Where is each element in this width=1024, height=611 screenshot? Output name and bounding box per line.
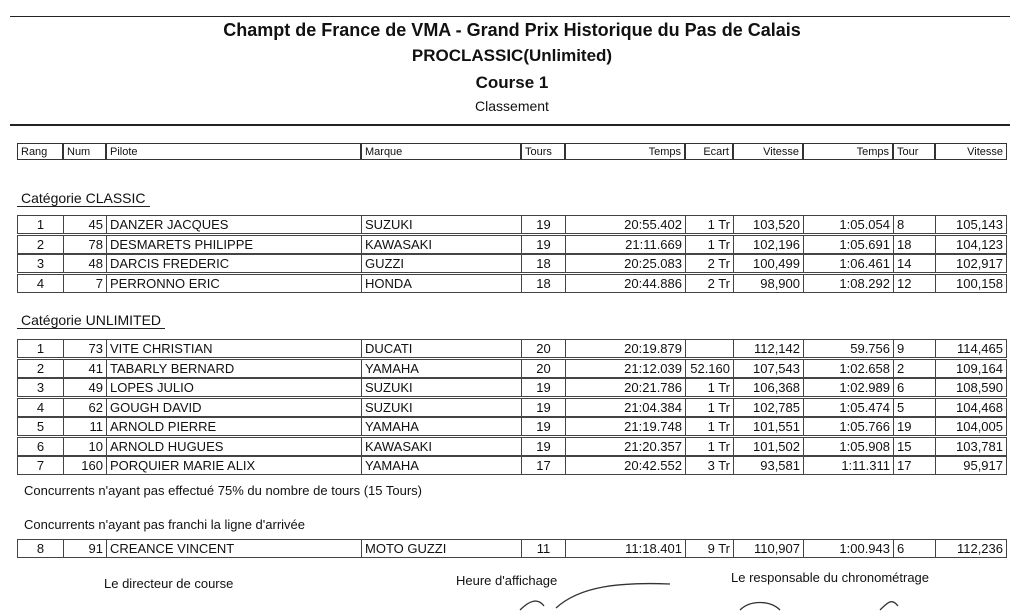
table-row	[17, 254, 1007, 273]
cell-ecart: 2 Tr	[685, 254, 733, 273]
cell-meilleur-temps: 1:11.311	[803, 456, 893, 475]
table-row	[17, 417, 1007, 436]
cell-pilote: ARNOLD HUGUES	[106, 437, 361, 456]
cell-tour: 18	[893, 235, 935, 254]
col-rang: Rang	[17, 143, 63, 160]
cell-tour: 2	[893, 359, 935, 378]
cell-meilleur-temps: 1:02.658	[803, 359, 893, 378]
cell-ecart: 2 Tr	[685, 274, 733, 293]
cell-marque: SUZUKI	[361, 215, 521, 234]
cell-num: 11	[63, 417, 106, 436]
cell-rang: 4	[17, 398, 63, 417]
cell-temps: 20:19.879	[565, 339, 685, 358]
cell-meilleure-vitesse: 114,465	[935, 339, 1007, 358]
cell-tour: 5	[893, 398, 935, 417]
table-row	[17, 539, 1007, 558]
cell-num: 91	[63, 539, 106, 558]
cell-tours: 20	[521, 339, 565, 358]
col-marque: Marque	[361, 143, 521, 160]
category-classic-label: Catégorie CLASSIC	[17, 190, 150, 207]
cell-tour: 9	[893, 339, 935, 358]
cell-vitesse: 93,581	[733, 456, 803, 475]
col-tour: Tour	[893, 143, 935, 160]
cell-pilote: CREANCE VINCENT	[106, 539, 361, 558]
note-under-75-percent: Concurrents n'ayant pas effectué 75% du nombre de tours (15 Tours)	[24, 483, 423, 498]
cell-pilote: VITE CHRISTIAN	[106, 339, 361, 358]
col-vitesse-tour: Vitesse	[935, 143, 1007, 160]
cell-num: 41	[63, 359, 106, 378]
cell-meilleure-vitesse: 104,123	[935, 235, 1007, 254]
cell-marque: YAMAHA	[361, 456, 521, 475]
cell-meilleure-vitesse: 104,468	[935, 398, 1007, 417]
cell-ecart: 52.160	[685, 359, 733, 378]
cell-tour: 19	[893, 417, 935, 436]
cell-rang: 1	[17, 215, 63, 234]
cell-ecart: 3 Tr	[685, 456, 733, 475]
cell-tour: 12	[893, 274, 935, 293]
signature-mark	[500, 580, 680, 611]
cell-tour: 6	[893, 378, 935, 397]
cell-temps: 21:04.384	[565, 398, 685, 417]
cell-temps: 11:18.401	[565, 539, 685, 558]
cell-meilleur-temps: 1:06.461	[803, 254, 893, 273]
cell-pilote: DANZER JACQUES	[106, 215, 361, 234]
cell-pilote: ARNOLD PIERRE	[106, 417, 361, 436]
top-rule	[10, 16, 1010, 17]
cell-marque: YAMAHA	[361, 417, 521, 436]
cell-tour: 6	[893, 539, 935, 558]
cell-marque: MOTO GUZZI	[361, 539, 521, 558]
table-row	[17, 274, 1007, 293]
col-num: Num	[63, 143, 106, 160]
cell-marque: KAWASAKI	[361, 437, 521, 456]
cell-num: 73	[63, 339, 106, 358]
col-pilote: Pilote	[106, 143, 361, 160]
table-row	[17, 378, 1007, 397]
cell-meilleur-temps: 1:05.474	[803, 398, 893, 417]
table-row	[17, 437, 1007, 456]
table-row	[17, 235, 1007, 254]
cell-tours: 18	[521, 254, 565, 273]
cell-rang: 1	[17, 339, 63, 358]
cell-meilleur-temps: 1:05.766	[803, 417, 893, 436]
cell-pilote: GOUGH DAVID	[106, 398, 361, 417]
cell-rang: 3	[17, 254, 63, 273]
col-temps: Temps	[565, 143, 685, 160]
cell-vitesse: 102,785	[733, 398, 803, 417]
table-row	[17, 398, 1007, 417]
cell-marque: SUZUKI	[361, 378, 521, 397]
cell-meilleure-vitesse: 108,590	[935, 378, 1007, 397]
cell-vitesse: 106,368	[733, 378, 803, 397]
cell-marque: YAMAHA	[361, 359, 521, 378]
cell-temps: 20:42.552	[565, 456, 685, 475]
cell-temps: 20:25.083	[565, 254, 685, 273]
col-tours: Tours	[521, 143, 565, 160]
cell-ecart: 1 Tr	[685, 437, 733, 456]
cell-rang: 4	[17, 274, 63, 293]
cell-vitesse: 100,499	[733, 254, 803, 273]
cell-meilleur-temps: 1:05.691	[803, 235, 893, 254]
cell-marque: GUZZI	[361, 254, 521, 273]
cell-ecart: 1 Tr	[685, 215, 733, 234]
cell-vitesse: 110,907	[733, 539, 803, 558]
cell-tour: 14	[893, 254, 935, 273]
cell-tours: 17	[521, 456, 565, 475]
cell-tours: 19	[521, 378, 565, 397]
cell-marque: DUCATI	[361, 339, 521, 358]
cell-ecart	[685, 339, 733, 358]
cell-meilleur-temps: 1:08.292	[803, 274, 893, 293]
timekeeper-label: Le responsable du chronométrage	[731, 570, 930, 585]
cell-tours: 19	[521, 215, 565, 234]
cell-rang: 6	[17, 437, 63, 456]
cell-rang: 7	[17, 456, 63, 475]
race-course: Course 1	[475, 73, 549, 92]
cell-meilleure-vitesse: 95,917	[935, 456, 1007, 475]
cell-marque: HONDA	[361, 274, 521, 293]
cell-ecart: 1 Tr	[685, 378, 733, 397]
table-row	[17, 215, 1007, 234]
cell-tours: 19	[521, 235, 565, 254]
posting-time-label: Heure d'affichage	[456, 573, 558, 588]
cell-meilleure-vitesse: 105,143	[935, 215, 1007, 234]
cell-temps: 21:19.748	[565, 417, 685, 436]
cell-meilleur-temps: 1:00.943	[803, 539, 893, 558]
cell-pilote: PERRONNO ERIC	[106, 274, 361, 293]
cell-pilote: LOPES JULIO	[106, 378, 361, 397]
race-director-label: Le directeur de course	[104, 576, 234, 591]
cell-vitesse: 101,551	[733, 417, 803, 436]
cell-ecart: 1 Tr	[685, 235, 733, 254]
cell-num: 160	[63, 456, 106, 475]
cell-temps: 20:55.402	[565, 215, 685, 234]
cell-meilleure-vitesse: 104,005	[935, 417, 1007, 436]
page-title: Champt de France de VMA - Grand Prix Historique du Pas de Calais	[223, 20, 801, 40]
cell-meilleure-vitesse: 103,781	[935, 437, 1007, 456]
cell-tours: 11	[521, 539, 565, 558]
cell-num: 78	[63, 235, 106, 254]
cell-temps: 21:12.039	[565, 359, 685, 378]
cell-tours: 20	[521, 359, 565, 378]
cell-meilleur-temps: 1:05.054	[803, 215, 893, 234]
cell-num: 7	[63, 274, 106, 293]
cell-meilleur-temps: 1:05.908	[803, 437, 893, 456]
cell-tours: 18	[521, 274, 565, 293]
cell-temps: 20:44.886	[565, 274, 685, 293]
cell-marque: SUZUKI	[361, 398, 521, 417]
cell-tour: 15	[893, 437, 935, 456]
cell-rang: 2	[17, 359, 63, 378]
cell-pilote: DARCIS FREDERIC	[106, 254, 361, 273]
cell-tours: 19	[521, 437, 565, 456]
cell-tour: 8	[893, 215, 935, 234]
cell-ecart: 1 Tr	[685, 417, 733, 436]
cell-ecart: 1 Tr	[685, 398, 733, 417]
cell-vitesse: 112,142	[733, 339, 803, 358]
race-class: PROCLASSIC(Unlimited)	[411, 46, 613, 65]
signature-mark-2	[730, 596, 930, 611]
cell-meilleure-vitesse: 102,917	[935, 254, 1007, 273]
cell-vitesse: 103,520	[733, 215, 803, 234]
cell-rang: 5	[17, 417, 63, 436]
cell-num: 10	[63, 437, 106, 456]
cell-meilleur-temps: 1:02.989	[803, 378, 893, 397]
cell-pilote: PORQUIER MARIE ALIX	[106, 456, 361, 475]
cell-ecart: 9 Tr	[685, 539, 733, 558]
cell-vitesse: 98,900	[733, 274, 803, 293]
cell-meilleure-vitesse: 112,236	[935, 539, 1007, 558]
title-rule	[10, 124, 1010, 126]
cell-num: 49	[63, 378, 106, 397]
col-temps-tour: Temps	[803, 143, 893, 160]
table-row	[17, 359, 1007, 378]
table-row	[17, 456, 1007, 475]
col-vitesse: Vitesse	[733, 143, 803, 160]
category-unlimited-label: Catégorie UNLIMITED	[17, 312, 165, 329]
col-ecart: Ecart	[685, 143, 733, 160]
cell-temps: 20:21.786	[565, 378, 685, 397]
note-not-finished: Concurrents n'ayant pas franchi la ligne d'arrivée	[24, 517, 306, 532]
cell-tours: 19	[521, 398, 565, 417]
cell-temps: 21:11.669	[565, 235, 685, 254]
cell-rang: 8	[17, 539, 63, 558]
cell-vitesse: 102,196	[733, 235, 803, 254]
cell-num: 45	[63, 215, 106, 234]
page-subtitle: Classement	[475, 98, 549, 114]
table-row	[17, 339, 1007, 358]
cell-meilleure-vitesse: 100,158	[935, 274, 1007, 293]
cell-num: 62	[63, 398, 106, 417]
cell-vitesse: 107,543	[733, 359, 803, 378]
cell-rang: 2	[17, 235, 63, 254]
cell-temps: 21:20.357	[565, 437, 685, 456]
cell-vitesse: 101,502	[733, 437, 803, 456]
cell-meilleur-temps: 59.756	[803, 339, 893, 358]
cell-pilote: TABARLY BERNARD	[106, 359, 361, 378]
cell-meilleure-vitesse: 109,164	[935, 359, 1007, 378]
cell-tours: 19	[521, 417, 565, 436]
cell-rang: 3	[17, 378, 63, 397]
cell-marque: KAWASAKI	[361, 235, 521, 254]
cell-tour: 17	[893, 456, 935, 475]
cell-num: 48	[63, 254, 106, 273]
table-header	[17, 143, 1007, 161]
cell-pilote: DESMARETS PHILIPPE	[106, 235, 361, 254]
